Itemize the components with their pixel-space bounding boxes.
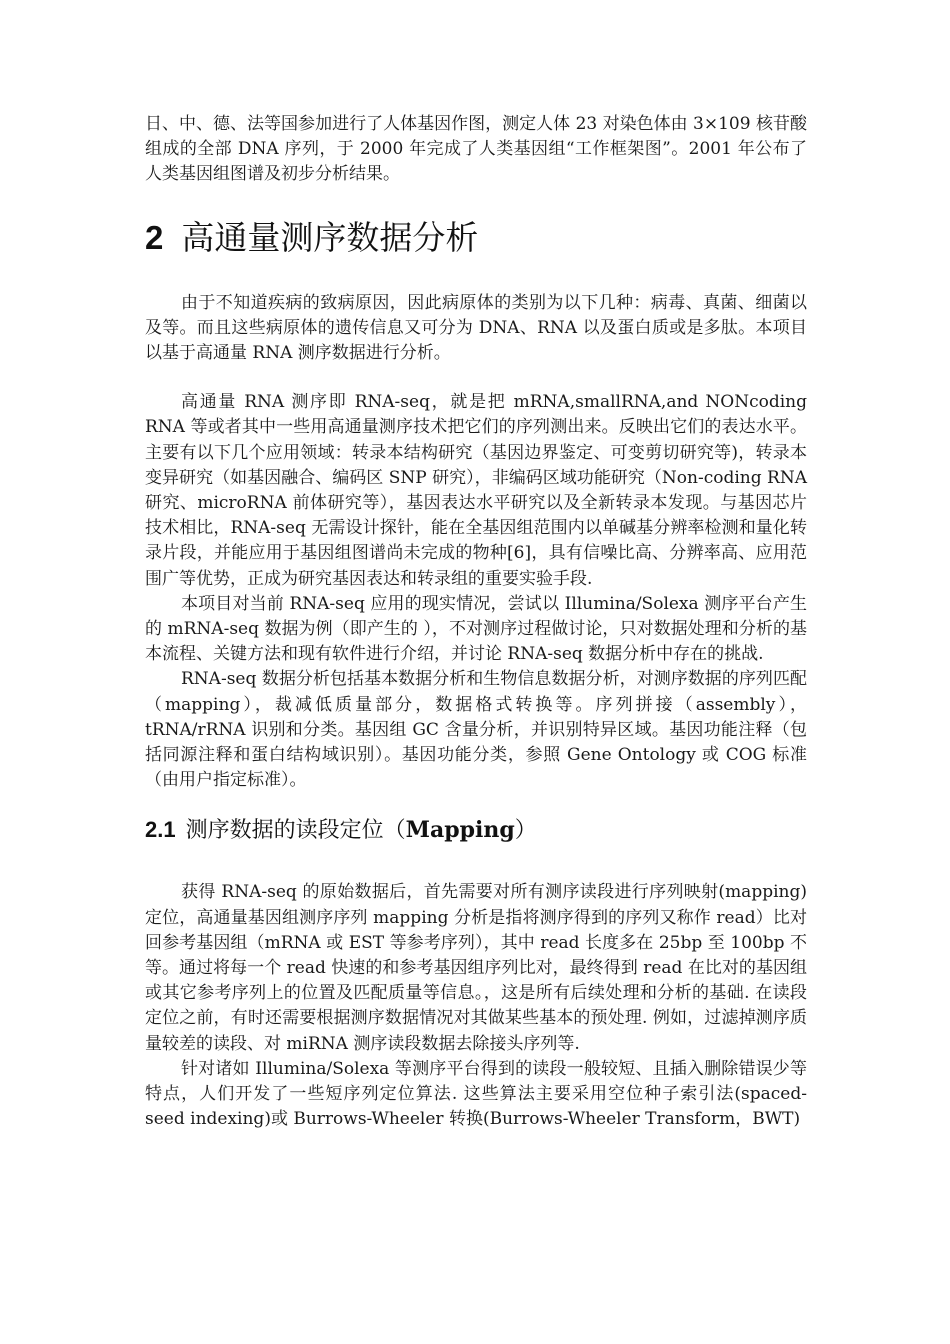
- intro-paragraph: 日、中、德、法等国参加进行了人体基因作图，测定人体 23 对染色体由 3×109 核苷酸组成的全部 DNA 序列，于 2000 年完成了人类基因组“工作框架图”。2001 年公布了人类基因组图谱及初步分析结果。: [145, 114, 807, 185]
- section-number: 2: [145, 218, 164, 256]
- paragraph-rna-seq-intro: 高通量 RNA 测序即 RNA-seq，就是把 mRNA,smallRNA,and NONcoding RNA 等或者其中一些用高通量测序技术把它们的序列测出来。反映出它们的表达水平。主要有以下几个应用领域：转录本结构研究（基因边界鉴定、可变剪切研究等)，转录本变异研究（如基因融合、编码区 SNP 研究），非编码区域功能研究（Non-coding RNA 研究、microRNA 前体研究等），基因表达水平研究以及全新转录本发现。与基因芯片技术相比，RNA-seq 无需设计探针，能在全基因组范围内以单碱基分辨率检测和量化转录片段，并能应用于基因组图谱尚未完成的物种[6]，具有信噪比高、分辨率高、应用范围广等优势，正成为研究基因表达和转录组的重要实验手段.: [145, 392, 807, 589]
- section-2-heading: [145, 218, 807, 258]
- subsection-number: 2.1: [145, 817, 176, 843]
- section-2-1-heading: [145, 815, 807, 846]
- paragraph-short-read-algorithms: 针对诸如 Illumina/Solexa 等测序平台得到的读段一般较短、且插入删除错误少等特点，人们开发了一些短序列定位算法. 这些算法主要采用空位种子索引法(spaced-seed indexing)或 Burrows-Wheeler 转换(Burrows-Wheeler Transform，BWT): [145, 1058, 807, 1130]
- paragraph-mapping: 获得 RNA-seq 的原始数据后，首先需要对所有测序读段进行序列映射(mapping)定位，高通量基因组测序序列 mapping 分析是指将测序得到的序列又称作 read）比对回参考基因组（mRNA 或 EST 等参考序列），其中 read 长度多在 25bp 至 100bp 不等。通过将每一个 read 快速的和参考基因组序列比对，最终得到 read 在比对的基因组或其它参考序列上的位置及匹配质量等信息。，这是所有后续处理和分析的基础. 在读段定位之前，有时还需要根据测序数据情况对其做某些基本的预处理. 例如，过滤掉测序质量较差的读段、对 miRNA 测序读段数据去除接头序列等.: [145, 882, 807, 1054]
- paragraph-project-scope: 本项目对当前 RNA-seq 应用的现实情况，尝试以 Illumina/Solexa 测序平台产生的 mRNA-seq 数据为例（即产生的 ），不对测序过程做讨论，只对数据处理和分析的基本流程、关键方法和现有软件进行介绍，并讨论 RNA-seq 数据分析中存在的挑战.: [145, 593, 807, 665]
- section-title: 高通量测序数据分析: [181, 217, 479, 257]
- page-content: [145, 112, 807, 1133]
- subsection-title: 测序数据的读段定位（: [185, 818, 406, 844]
- subsection-title-close: ）: [514, 818, 537, 844]
- subsection-title-en: Mapping: [405, 817, 515, 844]
- paragraph-analysis-contents: RNA-seq 数据分析包括基本数据分析和生物信息数据分析，对测序数据的序列匹配（mapping），裁减低质量部分，数据格式转换等。序列拼接（assembly），tRNA/rRNA 识别和分类。基因组 GC 含量分析，并识别特异区域。基因功能注释（包括同源注释和蛋白结构域识别）。基因功能分类，参照 Gene Ontology 或 COG 标准（由用户指定标准）。: [145, 669, 807, 791]
- paragraph-pathogens: 由于不知道疾病的致病原因，因此病原体的类别为以下几种：病毒、真菌、细菌以及等。而且这些病原体的遗传信息又可分为 DNA、RNA 以及蛋白质或是多肽。本项目以基于高通量 RNA 测序数据进行分析。: [145, 292, 807, 364]
